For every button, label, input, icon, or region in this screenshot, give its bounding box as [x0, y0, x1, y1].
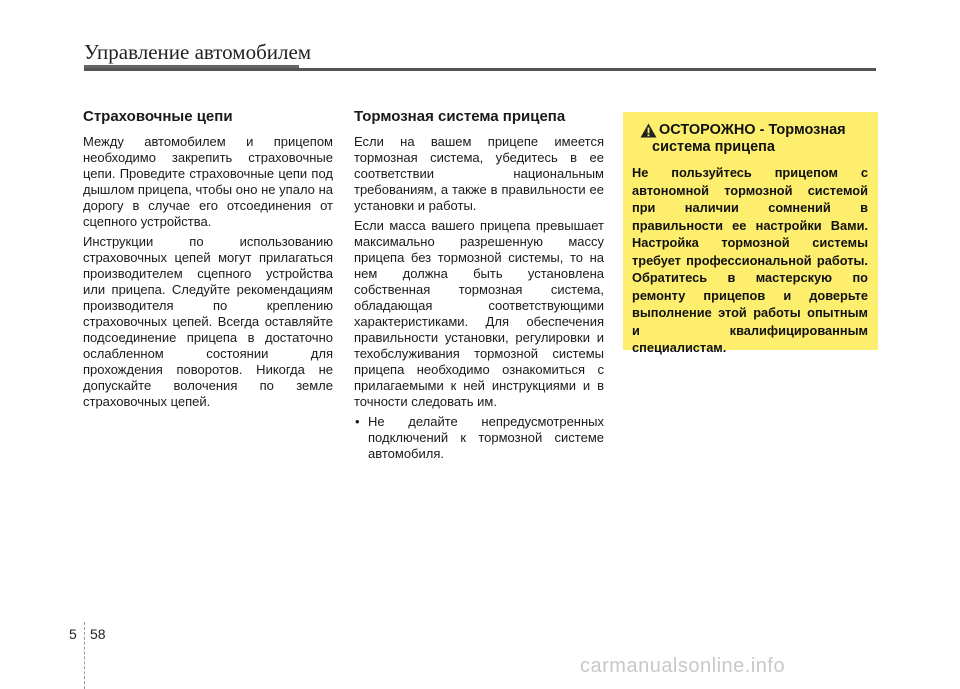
- chapter-number: 5: [69, 626, 77, 642]
- caution-box: [623, 112, 878, 355]
- bullet-item: [354, 414, 604, 462]
- caution-title: ОСТОРОЖНО - Тормозная: [659, 122, 846, 138]
- header-underline: [84, 68, 876, 71]
- left-column: [83, 108, 333, 414]
- middle-paragraph-1: Если на вашем прицепе имеется тормозная система, убедитесь в ее соответствии национальным требованиям, а также в правильности ее установки и работы.: [354, 134, 604, 213]
- caution-text: Не пользуйтесь прицепом с автономной тормозной системой при наличии сомнений в правильности ее настройки Вами. Настройка тормозной системы требует профессиональной работы. Обратитесь в мастерскую по ремонту прицепов и доверьте выполнение этой работы опытным и квалифицированным специалистам.: [632, 165, 868, 355]
- footer-divider: [84, 622, 86, 689]
- caution-header: [640, 122, 870, 156]
- watermark: carmanualsonline.info: [580, 655, 786, 677]
- left-paragraph-1: Между автомобилем и прицепом необходимо закрепить страховочные цепи. Проведите страховочные цепи под дышлом прицепа, чтобы оно не упало на дорогу в случае его отсоединения от сцепного устройства.: [83, 134, 333, 229]
- caution-subtitle: система прицепа: [652, 139, 775, 155]
- warning-triangle-icon: [640, 123, 657, 138]
- bullet-text: Не делайте непредусмотренных подключений к тормозной системе автомобиля.: [368, 414, 604, 461]
- page-section-title: Управление автомобилем: [84, 40, 312, 64]
- middle-paragraph-2: Если масса вашего прицепа превышает максимально разрешенную массу прицепа без тормозной системы, то на нем должна быть установлена собственная тормозная система, обладающая соответствующими характеристиками. Для обеспечения правильности установки, регулировки и техобслуживания тормозной системы прицепа необходимо ознакомиться с прилагаемыми к ней инструкциями и в точности следовать им.: [354, 218, 604, 409]
- bullet-marker: •: [355, 414, 360, 429]
- middle-column: [354, 108, 604, 466]
- trailer-brakes-heading: Тормозная система прицепа: [354, 108, 566, 125]
- safety-chains-heading: Страховочные цепи: [83, 108, 233, 125]
- left-paragraph-2: Инструкции по использованию страховочных цепей могут прилагаться производителем сцепного устройства или прицепа. Следуйте рекомендациям производителя по креплению страховочных цепей. Всегда оставляйте подсоединение прицепа в достаточно ослабленном состоянии для прохождения поворотов. Никогда не допускайте волочения по земле страховочных цепей.: [83, 234, 333, 409]
- page-number: 58: [90, 626, 106, 642]
